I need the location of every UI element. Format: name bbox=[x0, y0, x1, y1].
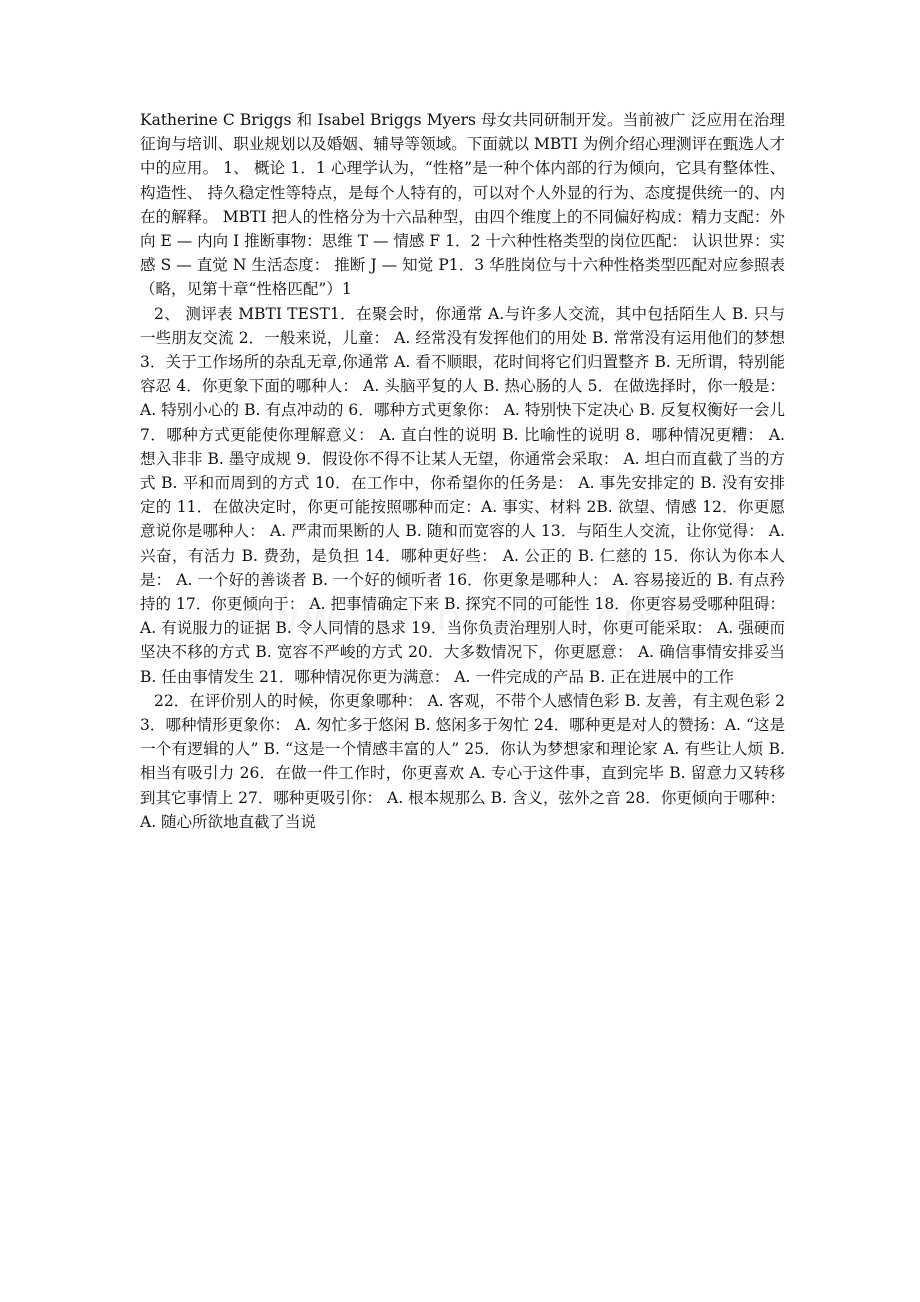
document-body bbox=[140, 108, 785, 834]
intro-paragraph: Katherine C Briggs 和 Isabel Briggs Myers 母女共同研制开发。当前被广 泛应用在治理征询与培训、职业规划以及婚姻、辅导等领域。下面就以 MBTI 为例介绍心理测评在甄选人才中的应用。 1、 概论 1．1 心理学认为，“性格”是一种个体内部的行为倾向，它具有整体性、构造性、 持久稳定性等特点，是每个人特有的，可以对个人外显的行为、态度提供统一的、内 在的解释。 MBTI 把人的性格分为十六品种型，由四个维度上的不同偏好构成：精力支配：外向 E — 内向 I 推断事物：思维 T — 情感 F 1．2 十六种性格类型的岗位匹配： 认识世界：实感 S — 直觉 N 生活态度： 推断 J — 知觉 P1．3 华胜岗位与十六种性格类型匹配对应参照表（略，见第十章“性格匹配”）1 bbox=[140, 111, 785, 299]
questionnaire-paragraph-1: 2、 测评表 MBTI TEST1．在聚会时，你通常 A.与许多人交流，其中包括陌生人 B. 只与一些朋友交流 2．一般来说，儿童： A. 经常没有发挥他们的用处 B. 常常没有运用他们的梦想 3．关于工作场所的杂乱无章,你通常 A. 看不顺眼，花时间将它们归置整齐 B. 无所谓，特别能容忍 4．你更象下面的哪种人： A. 头脑平复的人 B. 热心肠的人 5．在做选择时，你一般是： A. 特别小心的 B. 有点冲动的 6．哪种方式更象你： A. 特别快下定决心 B. 反复权衡好一会儿 7．哪种方式更能使你理解意义： A. 直白性的说明 B. 比喻性的说明 8．哪种情况更糟： A. 想入非非 B. 墨守成规 9．假设你不得不让某人无望，你通常会采取： A. 坦白而直截了当的方式 B. 平和而周到的方式 10．在工作中，你希望你的任务是： A. 事先安排定的 B. 没有安排定的 11．在做决定时，你更可能按照哪种而定：A. 事实、材料 2B. 欲望、情感 12．你更愿意说你是哪种人： A. 严肃而果断的人 B. 随和而宽容的人 13．与陌生人交流，让你觉得： A. 兴奋，有活力 B. 费劲，是负担 14．哪种更好些： A. 公正的 B. 仁慈的 15．你认为你本人是： A. 一个好的善谈者 B. 一个好的倾听者 16．你更象是哪种人： A. 容易接近的 B. 有点矜持的 17．你更倾向于： A. 把事情确定下来 B. 探究不同的可能性 18．你更容易受哪种阻碍： A. 有说服力的证据 B. 令人同情的恳求 19．当你负责治理别人时，你更可能采取： A. 强硬而坚决不移的方式 B. 宽容不严峻的方式 20．大多数情况下，你更愿意： A. 确信事情安排妥当 B. 任由事情发生 21．哪种情况你更为满意： A. 一件完成的产品 B. 正在进展中的工作 bbox=[140, 304, 785, 686]
questionnaire-paragraph-2: 22．在评价别人的时候，你更象哪种： A. 客观，不带个人感情色彩 B. 友善，有主观色彩 23．哪种情形更象你： A. 匆忙多于悠闲 B. 悠闲多于匆忙 24．哪种更是对人的赞扬：A. “这是一个有逻辑的人” B. “这是一个情感丰富的人” 25．你认为梦想家和理论家 A. 有些让人烦 B. 相当有吸引力 26．在做一件工作时，你更喜欢 A. 专心于这件事，直到完毕 B. 留意力又转移到其它事情上 27．哪种更吸引你： A. 根本规那么 B. 含义，弦外之音 28．你更倾向于哪种： A. 随心所欲地直截了当说 bbox=[140, 691, 785, 831]
